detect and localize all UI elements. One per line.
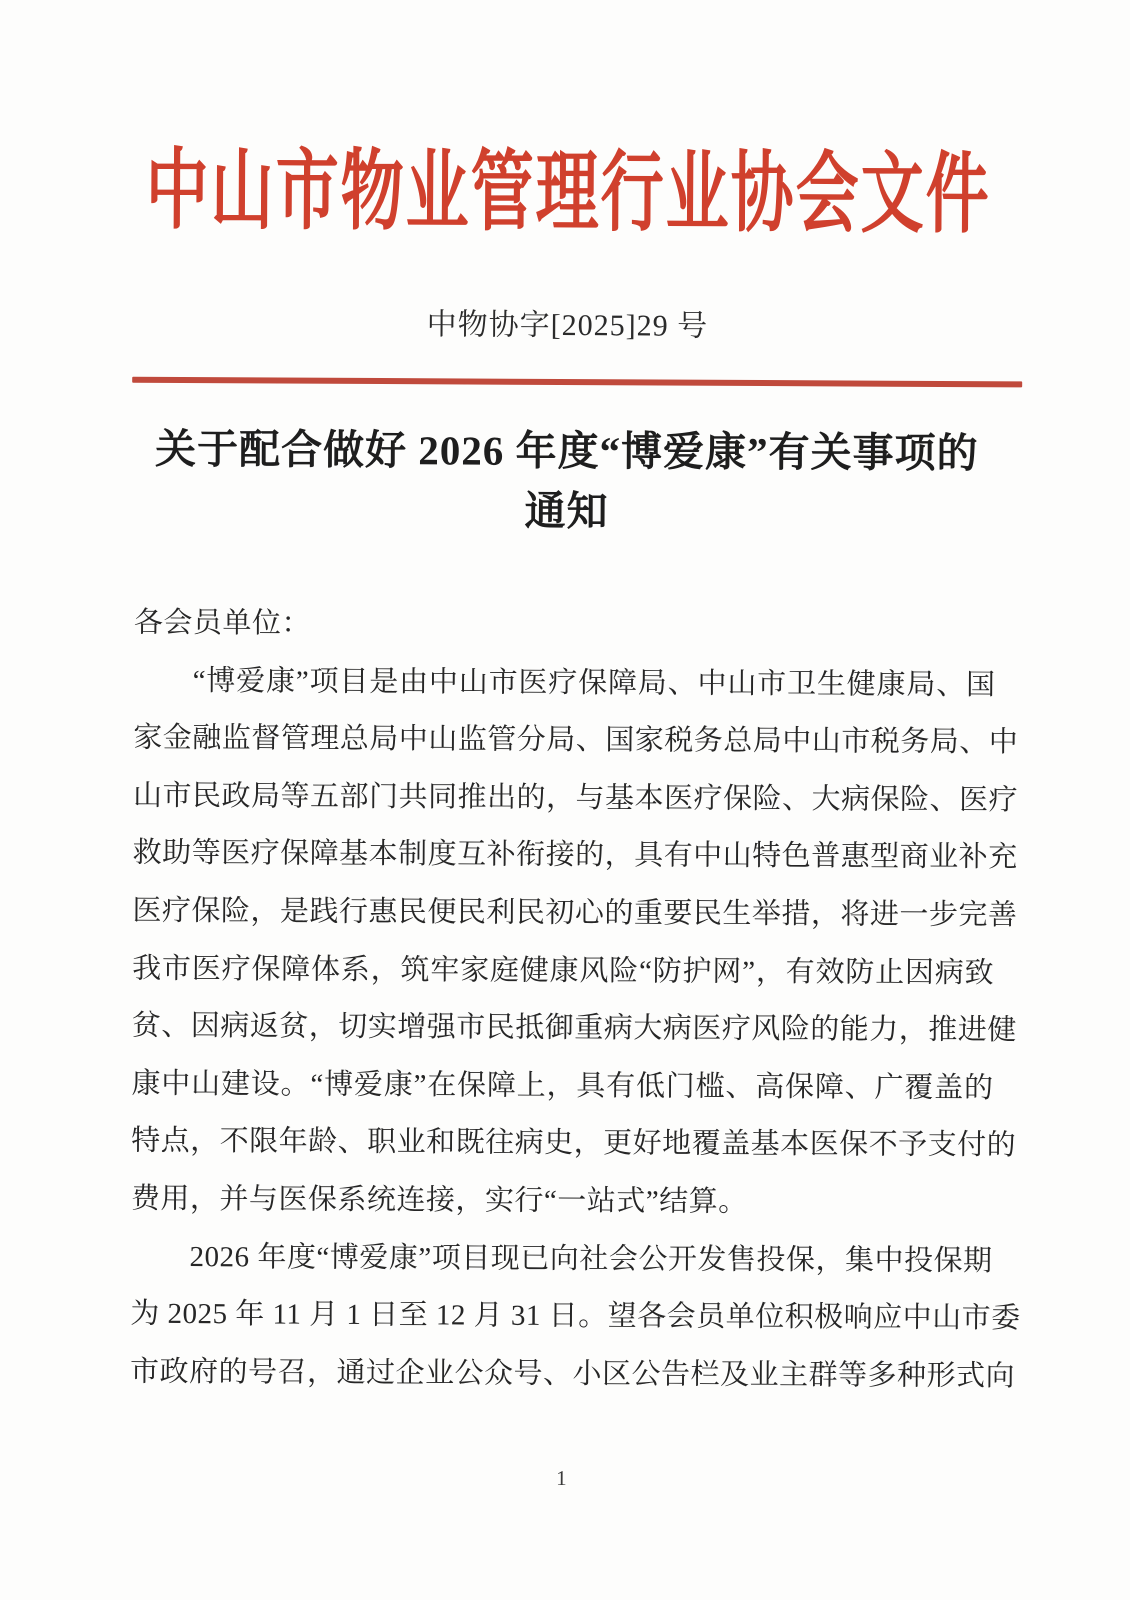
body-line: 特点，不限年龄、职业和既往病史，更好地覆盖基本医保不予支付的: [131, 1125, 1017, 1162]
document-title: [91, 419, 1042, 544]
body-line: “博爱康”项目是由中山市医疗保障局、中山市卫生健康局、国: [192, 664, 996, 701]
red-divider-line: [132, 377, 1022, 388]
document-title-line-1: 关于配合做好 2026 年度“博爱康”有关事项的: [154, 425, 979, 477]
document-number: 中物协字[2025]29 号: [426, 308, 709, 343]
body-line: 救助等医疗保障基本制度互补衔接的，具有中山特色普惠型商业补充: [132, 837, 1018, 874]
body-line: 我市医疗保障体系，筑牢家庭健康风险“防护网”，有效防止因病致: [132, 952, 995, 989]
document-title-line-2: 通知: [524, 487, 609, 535]
body-line: 康中山建设。“博爱康”在保障上，具有低门槛、高保障、广覆盖的: [131, 1067, 994, 1104]
page-number: 1: [556, 1465, 567, 1491]
body-line: 家金融监督管理总局中山监管分局、国家税务总局中山市税务局、中: [133, 721, 1019, 759]
body-line: 费用，并与医保系统连接，实行“一站式”结算。: [130, 1182, 748, 1218]
body-line: 2026 年度“博爱康”项目现已向社会公开发售投保，集中投保期: [189, 1240, 993, 1277]
body-line: 贫、因病返贫，切实增强市民抵御重病大病医疗风险的能力，推进健: [131, 1009, 1017, 1047]
letterhead-title: 中山市物业管理行业协会文件: [145, 141, 991, 245]
body-line: 市政府的号召，通过企业公众号、小区公告栏及业主群等多种形式向: [129, 1355, 1016, 1393]
body-line: 山市民政局等五部门共同推出的，与基本医疗保险、大病保险、医疗: [132, 779, 1019, 817]
body-line: 医疗保险，是践行惠民便民利民初心的重要民生举措，将进一步完善: [132, 894, 1018, 932]
body-line: 为 2025 年 11 月 1 日至 12 月 31 日。望各会员单位积极响应中山市委: [130, 1297, 1021, 1335]
body-text: [129, 595, 1021, 1406]
salutation: 各会员单位：: [133, 606, 312, 640]
